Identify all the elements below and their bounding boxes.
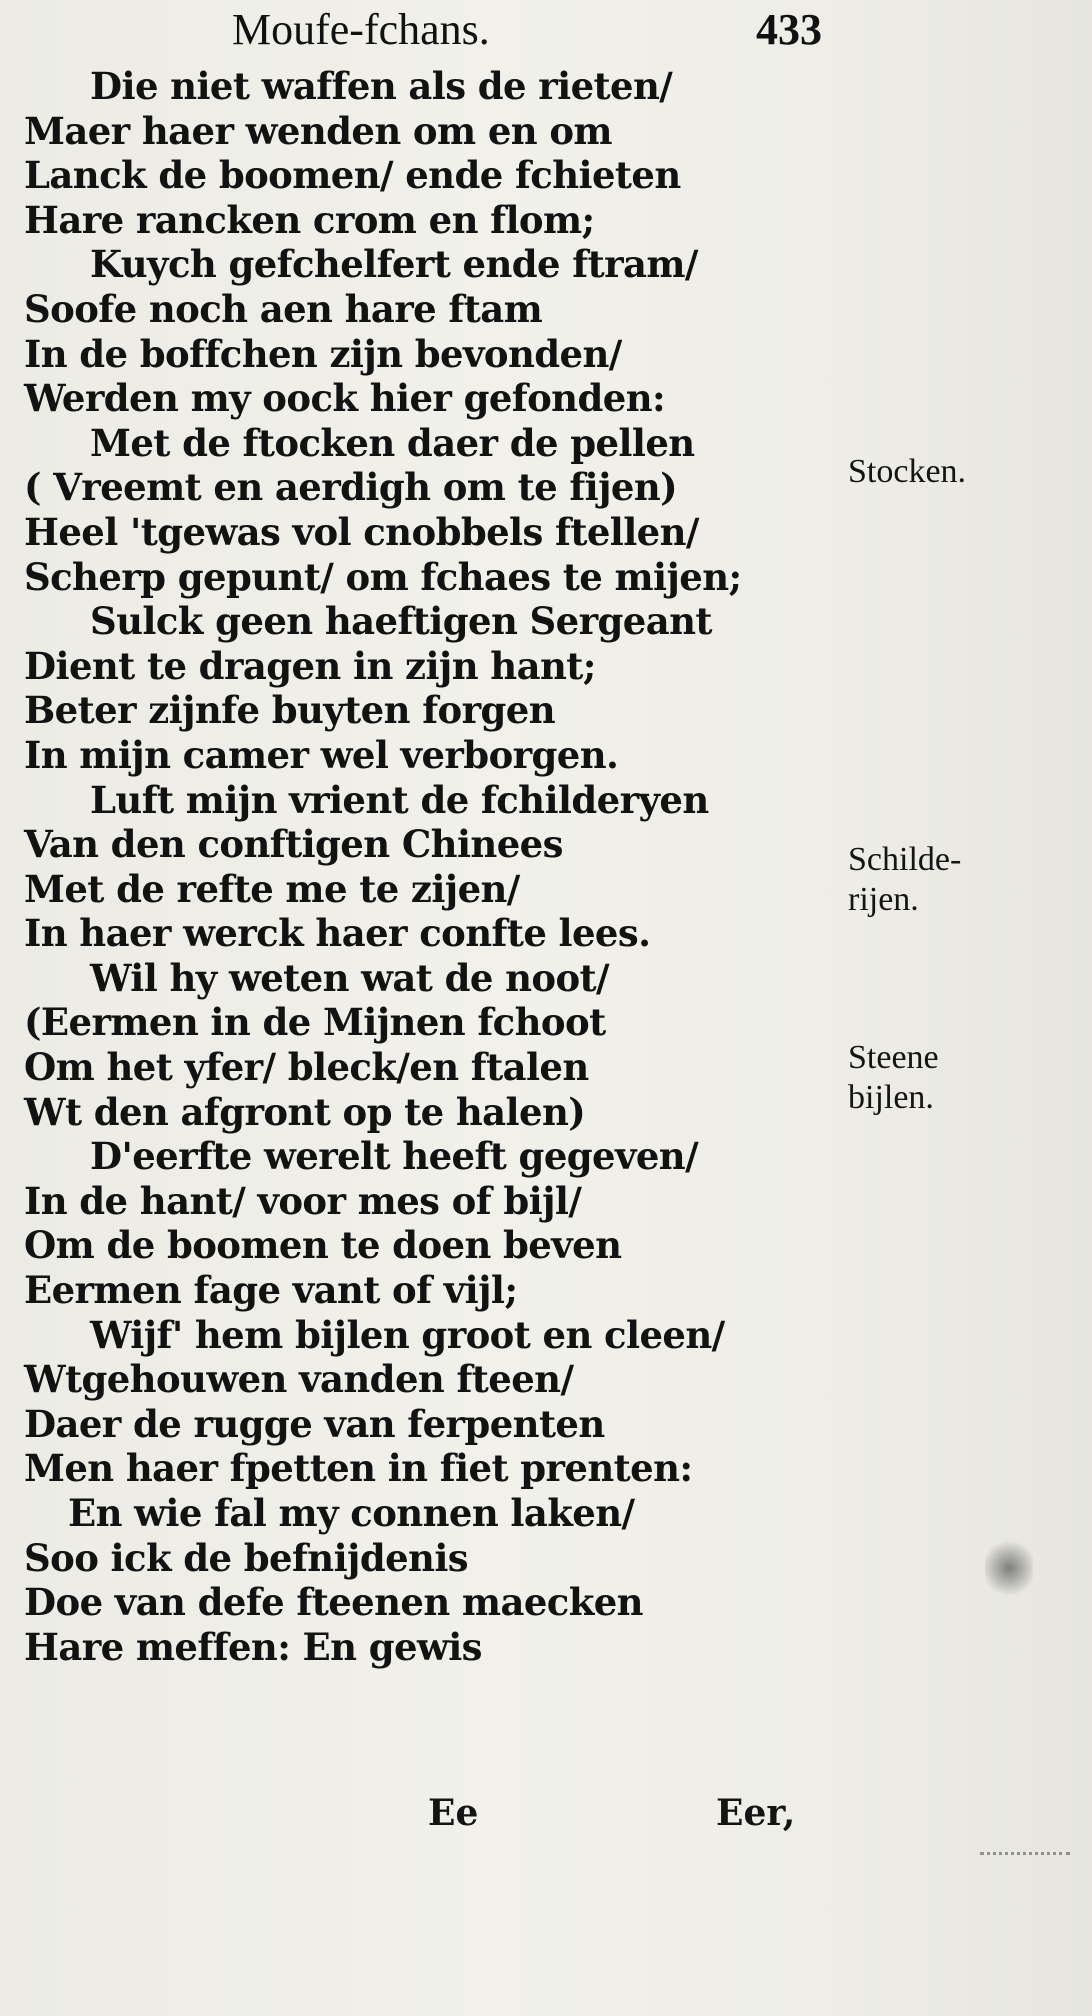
verse-line: (Eermen in de Mijnen fchoot xyxy=(24,1000,606,1045)
verse-line: Om het yfer/ bleck/en ftalen xyxy=(24,1045,589,1090)
verse-line: Wtgehouwen vanden fteen/ xyxy=(24,1357,574,1402)
verse-line: Sulck geen haeftigen Sergeant xyxy=(90,599,712,644)
verse-line: Wijf' hem bijlen groot en cleen/ xyxy=(90,1312,725,1357)
verse-line: Maer haer wenden om en om xyxy=(24,108,612,153)
page-header xyxy=(0,2,1092,62)
verse-line: En wie fal my connen laken/ xyxy=(68,1491,635,1535)
verse-line: Scherp gepunt/ om fchaes te mijen; xyxy=(24,554,742,599)
running-head: Moufe-fchans. xyxy=(232,5,490,54)
margin-note-text: bijlen. xyxy=(848,1079,934,1116)
verse-line: Lanck de boomen/ ende fchieten xyxy=(24,153,681,198)
verse-line: Hare meffen: En gewis xyxy=(24,1624,482,1669)
verse-line: D'eerfte werelt heeft gegeven/ xyxy=(90,1134,699,1179)
verse-line: In haer werck haer confte lees. xyxy=(24,911,651,956)
verse-line: Soofe noch aen hare ftam xyxy=(24,286,543,331)
verse-line: Werden my oock hier gefonden: xyxy=(24,376,666,421)
verse-line: Daer de rugge van ferpenten xyxy=(24,1401,605,1446)
verse-line: Met de ftocken daer de pellen xyxy=(90,420,695,465)
signature-mark: Ee xyxy=(428,1792,479,1834)
verse-line: ( Vreemt en aerdigh om te fijen) xyxy=(24,465,678,510)
verse-line: Wil hy weten wat de noot/ xyxy=(90,955,609,1000)
verse-body xyxy=(24,64,844,1669)
verse-line: Heel 'tgewas vol cnobbels ftellen/ xyxy=(24,509,699,554)
paper-specks xyxy=(980,1852,1070,1861)
verse-line: Dient te dragen in zijn hant; xyxy=(24,643,596,688)
verse-line: Die niet waffen als de rieten/ xyxy=(90,64,673,108)
verse-line: Om de boomen te doen beven xyxy=(24,1223,622,1268)
verse-line: Met de refte me te zijen/ xyxy=(24,866,520,911)
verse-line: Beter zijnfe buyten forgen xyxy=(24,688,555,733)
margin-note-text: Steene xyxy=(848,1039,939,1076)
verse-line: Men haer fpetten in fiet prenten: xyxy=(24,1446,693,1491)
margin-note-stocken xyxy=(848,452,966,492)
verse-line: Eermen fage vant of vijl; xyxy=(24,1268,518,1313)
verse-line: Wt den afgront op te halen) xyxy=(24,1089,586,1134)
verse-line: Doe van defe fteenen maecken xyxy=(24,1580,643,1625)
verse-line: Soo ick de befnijdenis xyxy=(24,1535,469,1580)
margin-note-text: Schilde- xyxy=(848,841,962,878)
verse-line: In de hant/ voor mes of bijl/ xyxy=(24,1178,582,1223)
margin-note-steene-bijlen xyxy=(848,1038,939,1118)
verse-line: In mijn camer wel verborgen. xyxy=(24,732,619,777)
verse-line: In de boffchen zijn bevonden/ xyxy=(24,331,622,376)
verse-line: Kuych gefchelfert ende ftram/ xyxy=(90,242,698,287)
margin-note-text: Stocken. xyxy=(848,453,967,490)
verse-line: Hare rancken crom en flom; xyxy=(24,197,595,242)
catchwords-line xyxy=(0,1792,1092,1842)
verse-line: Van den conftigen Chinees xyxy=(24,822,563,867)
verse-line: Luft mijn vrient de fchilderyen xyxy=(90,777,709,822)
catchword: Eer, xyxy=(716,1792,796,1834)
margin-note-text: rijen. xyxy=(848,881,919,918)
ink-smudge xyxy=(985,1540,1033,1596)
margin-note-schilderijen xyxy=(848,840,961,920)
page-number: 433 xyxy=(756,5,822,54)
